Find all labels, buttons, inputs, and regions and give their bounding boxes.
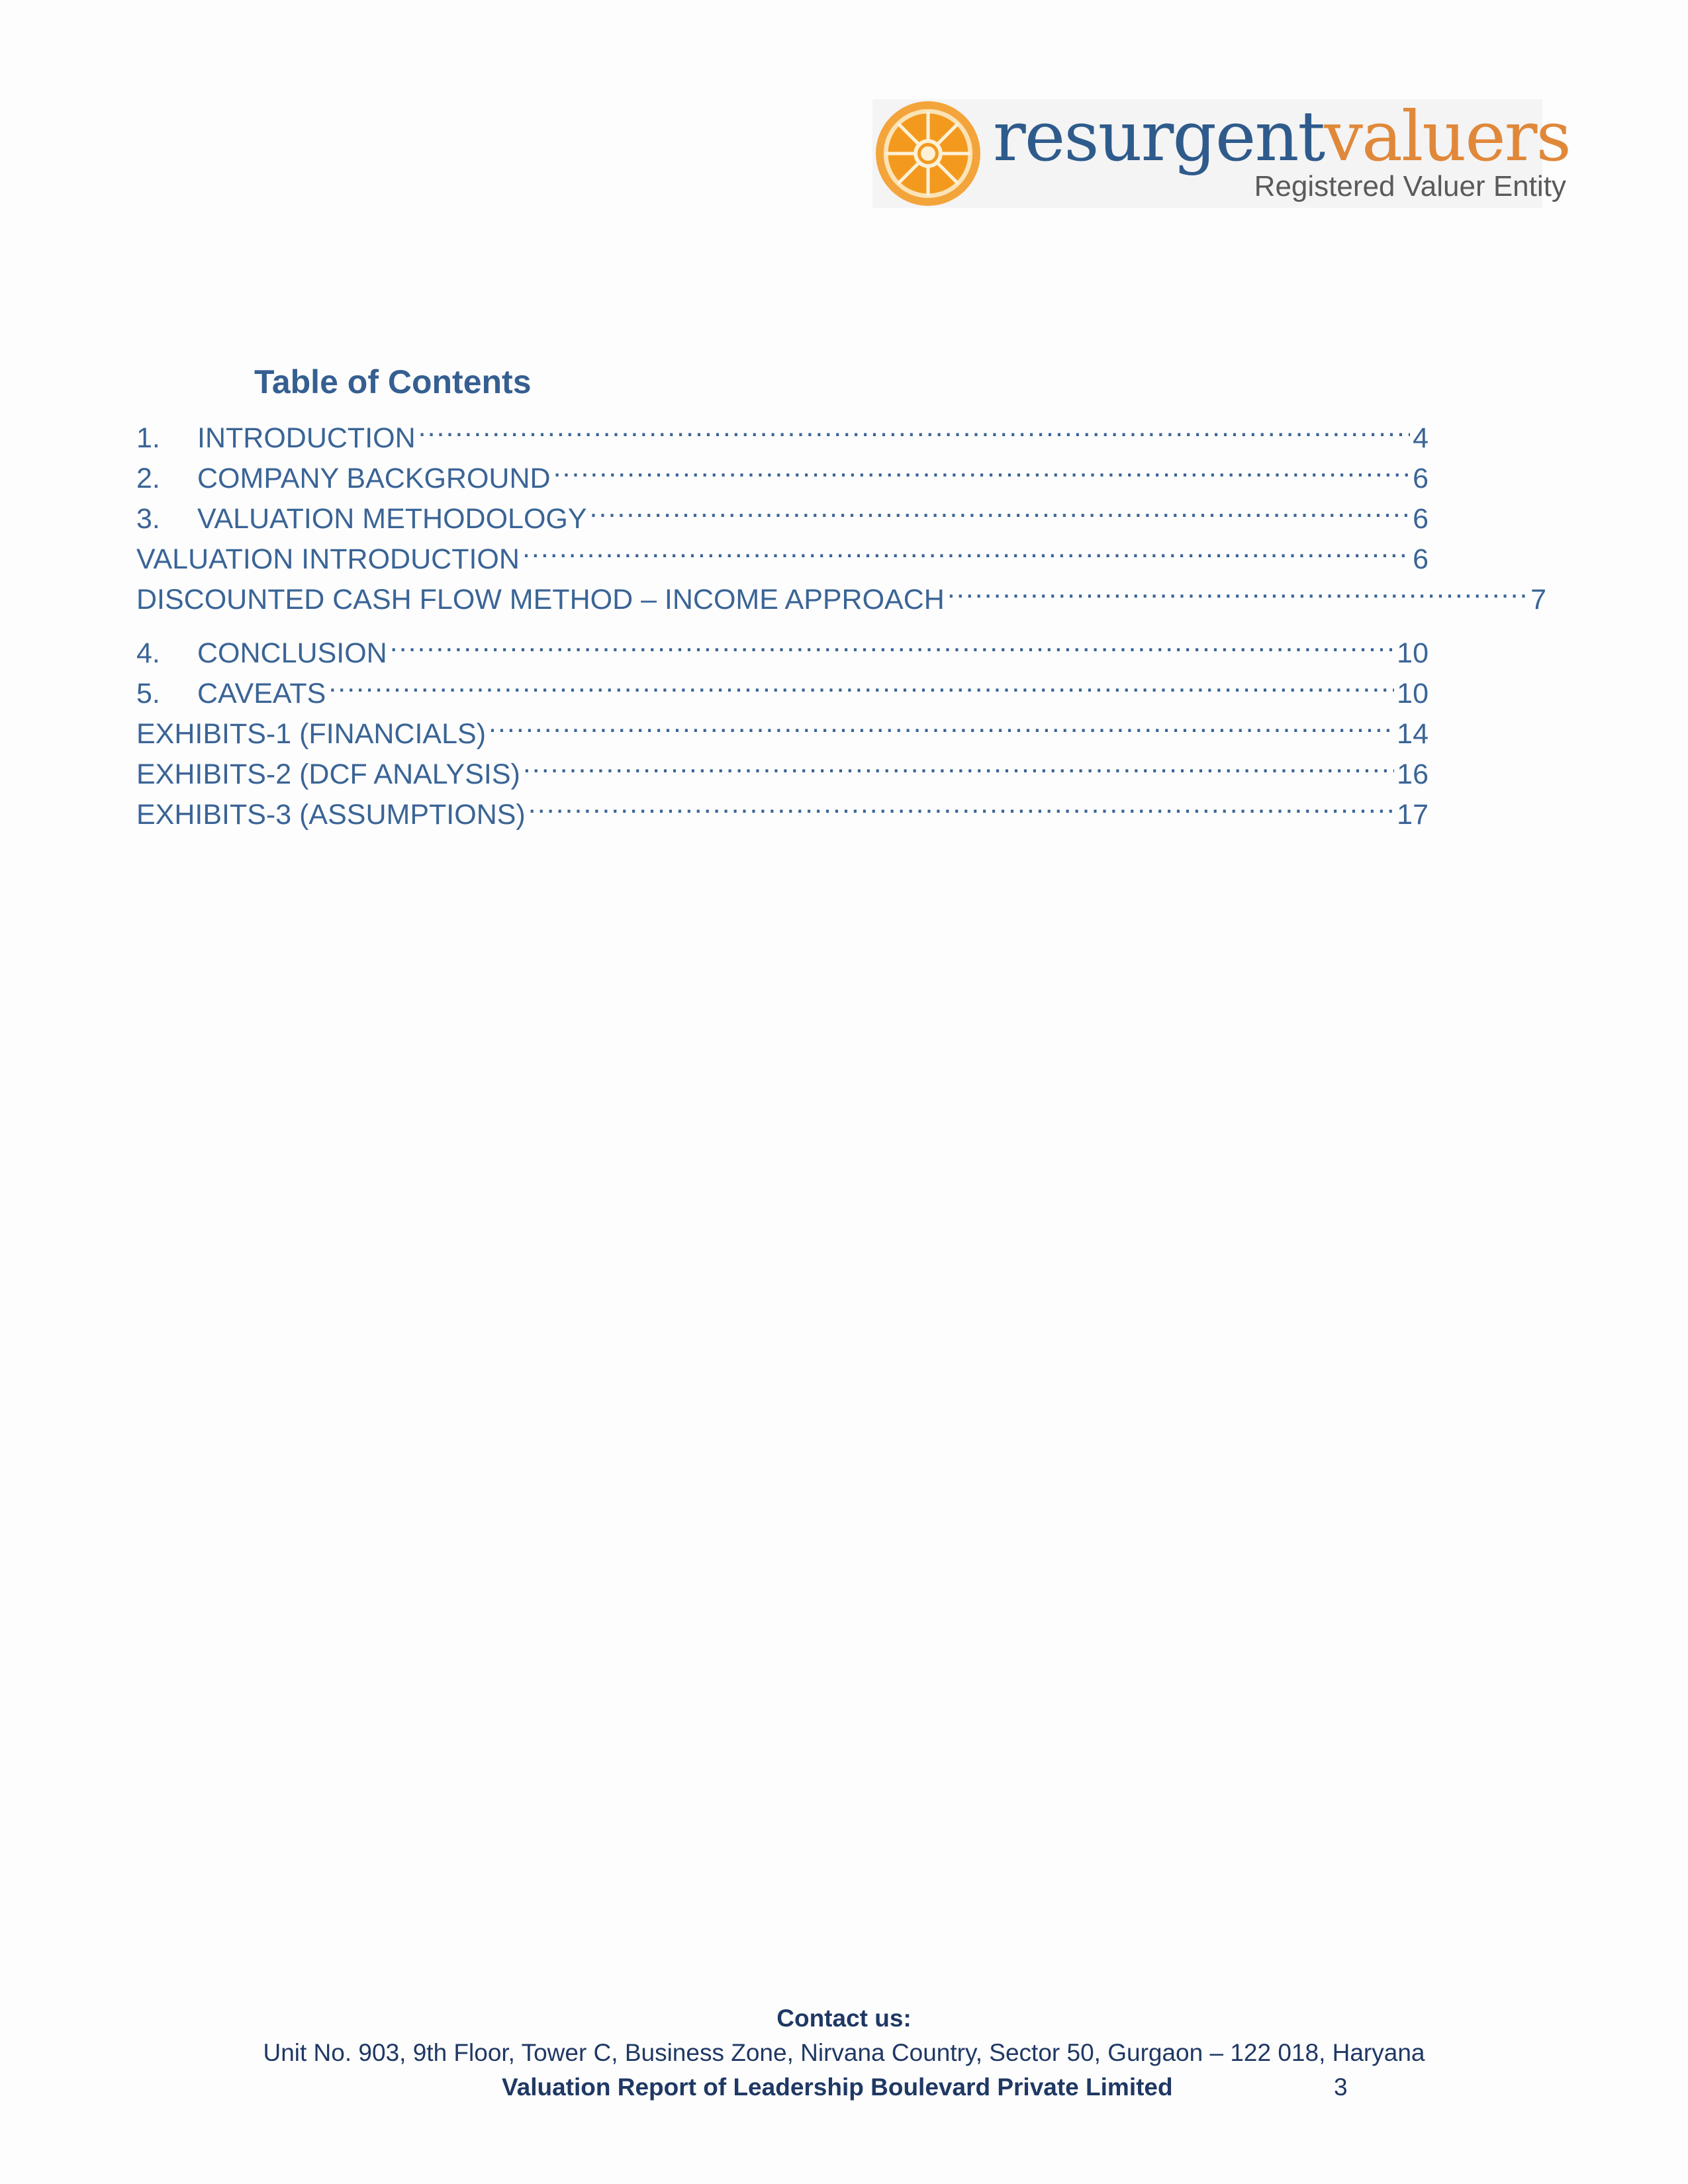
toc-title: Table of Contents [254,363,532,400]
toc-entry-label[interactable]: INTRODUCTION [197,422,416,454]
toc-entry-caveats[interactable] [136,662,1429,709]
toc-leader-dots [522,528,1410,569]
report-title: Valuation Report of Leadership Boulevard Private Limited [502,2073,1173,2101]
toc-entry-label[interactable]: VALUATION INTRODUCTION [136,543,520,575]
toc-entry-page: 6 [1413,463,1429,494]
toc-leader-dots [390,622,1394,662]
toc-entry-label[interactable]: COMPANY BACKGROUND [197,463,551,494]
report-footer-line [0,2070,1688,2105]
toc-entry-page: 6 [1413,503,1429,535]
logo-tagline: Registered Valuer Entity [1254,170,1566,203]
toc-entry-page: 4 [1413,422,1429,454]
toc-entry-number: 4. [136,637,160,669]
toc-entry-page: 16 [1397,758,1429,790]
toc-entry-page: 10 [1397,678,1429,709]
toc-leader-dots [553,447,1410,488]
toc-entry-conclusion[interactable] [136,622,1429,669]
toc-entry-number: 1. [136,422,160,454]
orange-slice-logo-icon [872,98,984,209]
contact-address: Unit No. 903, 9th Floor, Tower C, Business Zone, Nirvana Country, Sector 50, Gurgaon – 122 018, Haryana [263,2039,1425,2066]
company-logo [872,96,1570,208]
toc-leader-dots [528,784,1394,824]
toc-entry-number: 3. [136,503,160,535]
toc-entry-page: 7 [1530,584,1546,615]
table-of-contents [136,407,1546,831]
toc-leader-dots [590,488,1411,528]
toc-entry-label[interactable]: EXHIBITS-3 (ASSUMPTIONS) [136,799,526,831]
logo-wordmark [993,96,1570,177]
toc-entry-label[interactable]: EXHIBITS-1 (FINANCIALS) [136,718,487,750]
toc-leader-dots [523,743,1394,784]
toc-entry-label[interactable]: EXHIBITS-2 (DCF ANALYSIS) [136,758,520,790]
toc-entry-number: 2. [136,463,160,494]
logo-text [993,96,1570,203]
logo-word-part2: valuers [1324,96,1570,177]
toc-entry-number: 5. [136,678,160,709]
toc-entry-label[interactable]: DISCOUNTED CASH FLOW METHOD – INCOME APPROACH [136,584,945,615]
toc-leader-dots [328,662,1394,703]
toc-entry-page: 6 [1413,543,1429,575]
toc-leader-dots [947,569,1528,609]
toc-entry-page: 10 [1397,637,1429,669]
page-footer [0,2001,1688,2105]
toc-entry-page: 14 [1397,718,1429,750]
contact-heading: Contact us: [776,2005,912,2032]
logo-word-part1: resurgent [993,96,1325,177]
toc-leader-dots [418,407,1410,447]
page-number: 3 [1334,2073,1348,2101]
toc-entry-page: 17 [1397,799,1429,831]
toc-entry-label[interactable]: VALUATION METHODOLOGY [197,503,587,535]
toc-leader-dots [489,703,1394,743]
toc-entry-label[interactable]: CONCLUSION [197,637,387,669]
toc-entry-label[interactable]: CAVEATS [197,678,326,709]
toc-entry-introduction[interactable] [136,407,1429,454]
toc-entry-exhibits-1[interactable] [136,703,1429,750]
